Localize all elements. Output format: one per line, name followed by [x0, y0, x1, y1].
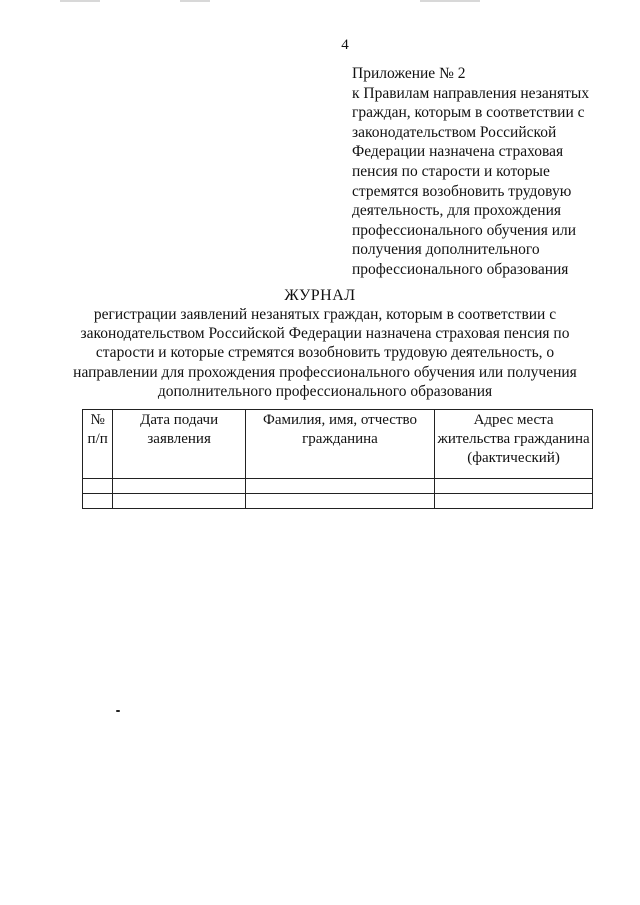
subtitle-line: законодательством Российской Федерации назначена страховая пенсия по [80, 325, 570, 343]
registration-table [82, 409, 593, 509]
subtitle-line: направлении для прохождения профессионального обучения или получения [73, 363, 577, 381]
appendix-line: Федерации назначена страховая [352, 143, 564, 161]
table-cell [435, 479, 593, 494]
table-row [83, 494, 593, 509]
appendix-line: законодательством Российской [352, 123, 557, 141]
appendix-line: получения дополнительного [352, 241, 540, 259]
appendix-line: пенсия по старости и которые [352, 162, 550, 180]
journal-subtitle [60, 305, 590, 401]
scan-artifact [180, 0, 210, 2]
table-row [83, 479, 593, 494]
table-cell [113, 494, 246, 509]
page-number: 4 [341, 37, 349, 53]
subtitle-line: старости и которые стремятся возобновить трудовую деятельность, о [95, 344, 555, 362]
header-number: № п/п [83, 410, 113, 479]
appendix-line: профессионального обучения или [352, 221, 577, 239]
header-full-name: Фамилия, имя, отчество гражданина [245, 410, 434, 479]
table-cell [83, 494, 113, 509]
appendix-block [352, 64, 602, 280]
appendix-line: Приложение № 2 [352, 65, 466, 82]
appendix-line: профессионального образования [352, 260, 569, 278]
scan-artifact [420, 0, 480, 2]
scan-speck [116, 710, 120, 712]
table-cell [435, 494, 593, 509]
journal-title: ЖУРНАЛ [284, 287, 356, 304]
subtitle-line: регистрации заявлений незанятых граждан, которым в соответствии с [93, 306, 557, 323]
header-address: Адрес места жительства гражданина (фактический) [435, 410, 593, 479]
appendix-line: стремятся возобновить трудовую [352, 182, 572, 200]
scan-artifact [60, 0, 100, 2]
appendix-line: граждан, которым в соответствии с [352, 104, 585, 122]
subtitle-line: дополнительного профессионального образования [157, 382, 493, 400]
table-header-row [83, 410, 593, 479]
appendix-line: деятельность, для прохождения [352, 202, 562, 220]
appendix-line: к Правилам направления незанятых [352, 84, 590, 102]
table-cell [245, 479, 434, 494]
header-date: Дата подачи заявления [113, 410, 246, 479]
table-cell [113, 479, 246, 494]
table-cell [245, 494, 434, 509]
table-cell [83, 479, 113, 494]
